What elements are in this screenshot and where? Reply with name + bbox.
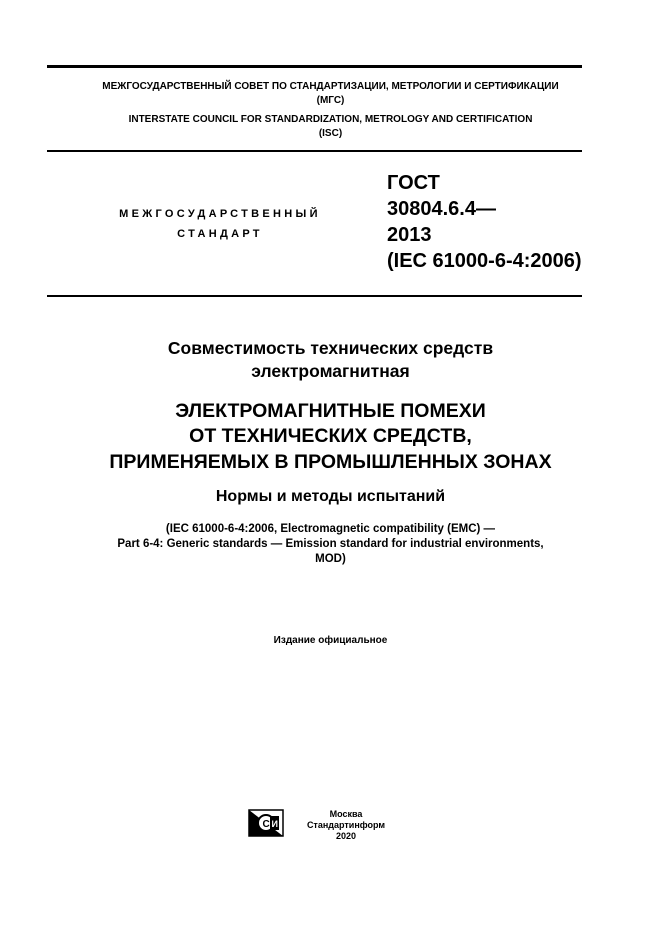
standard-type — [60, 204, 380, 244]
iec-line3: MOD) — [315, 553, 346, 565]
designation-rule — [47, 295, 582, 297]
gost-number: 30804.6.4— — [387, 198, 496, 220]
title-main2: ОТ ТЕХНИЧЕСКИХ СРЕДСТВ, — [189, 425, 472, 447]
title-main3: ПРИМЕНЯЕМЫХ В ПРОМЫШЛЕННЫХ ЗОНАХ — [109, 451, 552, 473]
iec-line1: (IEC 61000-6-4:2006, Electromagnetic compatibility (EMC) — — [165, 523, 496, 535]
publisher-year: 2020 — [335, 831, 357, 841]
publisher-city: Москва — [329, 809, 363, 819]
svg-text:И: И — [271, 819, 278, 829]
edition-label: Издание официальное — [273, 635, 388, 646]
gost-year: 2013 — [387, 224, 432, 246]
council-ru-abbr: (МГС) — [316, 95, 345, 106]
iec-line2: Part 6-4: Generic standards — Emission standard for industrial environments, — [117, 538, 544, 550]
council-ru: МЕЖГОСУДАРСТВЕННЫЙ СОВЕТ ПО СТАНДАРТИЗАЦИИ, МЕТРОЛОГИИ И СЕРТИФИКАЦИИ — [102, 81, 559, 92]
gost-prefix: ГОСТ — [387, 172, 440, 194]
publisher — [300, 809, 392, 842]
title-line1: Совместимость технических средств — [167, 338, 494, 358]
title-main1: ЭЛЕКТРОМАГНИТНЫЕ ПОМЕХИ — [175, 400, 486, 422]
standartinform-logo-icon — [248, 804, 284, 840]
gost-designation — [387, 170, 582, 274]
standard-type-line2: СТАНДАРТ — [177, 228, 263, 240]
title-sub: Нормы и методы испытаний — [215, 488, 446, 505]
top-rule — [47, 65, 582, 68]
svg-text:С: С — [262, 819, 270, 830]
gost-iec: (IEC 61000-6-4:2006) — [387, 250, 582, 272]
header-rule — [47, 150, 582, 152]
publisher-name: Стандартинформ — [306, 820, 386, 830]
council-en-abbr: (ISC) — [318, 128, 343, 139]
standard-type-line1: МЕЖГОСУДАРСТВЕННЫЙ — [119, 208, 321, 220]
title-line2: электромагнитная — [251, 361, 410, 381]
council-en: INTERSTATE COUNCIL FOR STANDARDIZATION, METROLOGY AND CERTIFICATION — [128, 114, 533, 125]
